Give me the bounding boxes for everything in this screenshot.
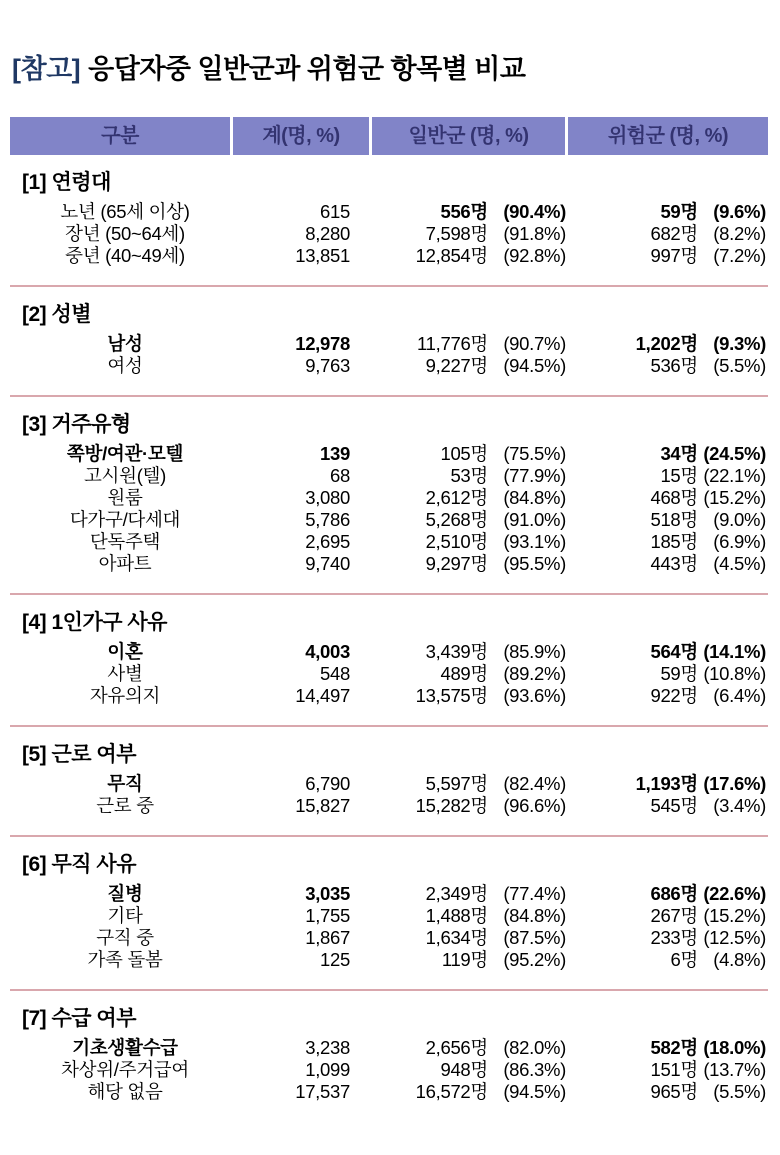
total-value: 68 <box>330 465 350 486</box>
risk-group-count: 1,202명 <box>635 333 698 354</box>
section <box>10 302 768 377</box>
general-group-count: 5,268명 <box>425 509 488 530</box>
page-title-tag: [참고] <box>12 54 81 84</box>
row-label: 기초생활수급 <box>72 1037 178 1058</box>
total-value: 2,695 <box>305 531 350 552</box>
risk-group-percent: (5.5%) <box>713 355 766 376</box>
general-group-percent: (87.5%) <box>503 927 566 948</box>
row-label: 원룸 <box>107 487 143 508</box>
table-row <box>10 223 768 245</box>
general-group-count: 119명 <box>441 949 488 970</box>
general-group-percent: (82.0%) <box>503 1037 566 1058</box>
column-header-general-group: 일반군 (명, %) <box>372 117 565 155</box>
total-value: 125 <box>320 949 350 970</box>
risk-group-count: 965명 <box>650 1081 698 1102</box>
general-group-percent: (93.6%) <box>503 685 566 706</box>
risk-group-count: 1,193명 <box>635 773 698 794</box>
general-group-percent: (91.8%) <box>503 223 566 244</box>
total-value: 1,755 <box>305 905 350 926</box>
risk-group-percent: (24.5%) <box>703 443 766 464</box>
section <box>10 1006 768 1103</box>
risk-group-percent: (5.5%) <box>713 1081 766 1102</box>
general-group-percent: (93.1%) <box>503 531 566 552</box>
risk-group-count: 267명 <box>650 905 698 926</box>
section-divider <box>10 285 768 287</box>
total-value: 139 <box>320 443 350 464</box>
table-row <box>10 773 768 795</box>
row-label: 노년 (65세 이상) <box>60 201 190 222</box>
total-value: 3,035 <box>305 883 350 904</box>
section <box>10 852 768 971</box>
risk-group-percent: (6.9%) <box>713 531 766 552</box>
general-group-percent: (94.5%) <box>503 1081 566 1102</box>
general-group-percent: (95.2%) <box>503 949 566 970</box>
general-group-count: 1,488명 <box>425 905 488 926</box>
column-header-risk-group: 위험군 (명, %) <box>568 117 768 155</box>
risk-group-count: 151명 <box>650 1059 698 1080</box>
risk-group-count: 185명 <box>650 531 698 552</box>
table-row <box>10 465 768 487</box>
section-title: [2] 성별 <box>22 303 92 326</box>
table-row <box>10 949 768 971</box>
table-row <box>10 1037 768 1059</box>
risk-group-count: 443명 <box>650 553 698 574</box>
total-value: 13,851 <box>295 245 350 266</box>
general-group-count: 2,510명 <box>425 531 488 552</box>
general-group-percent: (84.8%) <box>503 905 566 926</box>
general-group-count: 489명 <box>440 663 488 684</box>
column-header-category: 구분 <box>10 117 230 155</box>
risk-group-count: 922명 <box>650 685 698 706</box>
total-value: 3,080 <box>305 487 350 508</box>
page-title <box>12 50 780 88</box>
risk-group-count: 59명 <box>660 201 698 222</box>
risk-group-percent: (13.7%) <box>703 1059 766 1080</box>
risk-group-percent: (22.1%) <box>703 465 766 486</box>
general-group-count: 1,634명 <box>425 927 488 948</box>
table-row <box>10 531 768 553</box>
risk-group-count: 564명 <box>650 641 698 662</box>
total-value: 8,280 <box>305 223 350 244</box>
risk-group-count: 582명 <box>650 1037 698 1058</box>
total-value: 3,238 <box>305 1037 350 1058</box>
table-row <box>10 487 768 509</box>
row-label: 사별 <box>107 663 143 684</box>
total-value: 1,099 <box>305 1059 350 1080</box>
table-row <box>10 355 768 377</box>
general-group-percent: (85.9%) <box>503 641 566 662</box>
general-group-count: 948명 <box>440 1059 488 1080</box>
risk-group-percent: (18.0%) <box>703 1037 766 1058</box>
row-label: 쪽방/여관·모텔 <box>66 443 184 464</box>
row-label: 무직 <box>107 773 143 794</box>
total-value: 9,763 <box>305 355 350 376</box>
table-row <box>10 201 768 223</box>
general-group-percent: (96.6%) <box>503 795 566 816</box>
risk-group-count: 468명 <box>650 487 698 508</box>
table-row <box>10 245 768 267</box>
risk-group-count: 686명 <box>650 883 698 904</box>
risk-group-count: 233명 <box>650 927 698 948</box>
risk-group-percent: (3.4%) <box>713 795 766 816</box>
risk-group-percent: (15.2%) <box>703 487 766 508</box>
section <box>10 742 768 817</box>
table-row <box>10 663 768 685</box>
table-row <box>10 641 768 663</box>
table-row <box>10 883 768 905</box>
risk-group-percent: (12.5%) <box>703 927 766 948</box>
section-divider <box>10 395 768 397</box>
risk-group-percent: (14.1%) <box>703 641 766 662</box>
row-label: 중년 (40~49세) <box>65 245 185 266</box>
section <box>10 610 768 707</box>
risk-group-count: 545명 <box>650 795 698 816</box>
row-label: 자유의지 <box>89 685 161 706</box>
general-group-count: 53명 <box>450 465 488 486</box>
total-value: 5,786 <box>305 509 350 530</box>
general-group-count: 13,575명 <box>415 685 488 706</box>
section-title: [7] 수급 여부 <box>22 1007 136 1030</box>
risk-group-percent: (6.4%) <box>713 685 766 706</box>
risk-group-count: 682명 <box>650 223 698 244</box>
section-title: [3] 거주유형 <box>22 413 131 436</box>
total-value: 4,003 <box>305 641 350 662</box>
general-group-count: 2,612명 <box>425 487 488 508</box>
general-group-percent: (84.8%) <box>503 487 566 508</box>
general-group-count: 105명 <box>440 443 488 464</box>
row-label: 해당 없음 <box>87 1081 163 1102</box>
general-group-percent: (91.0%) <box>503 509 566 530</box>
section-title: [6] 무직 사유 <box>22 853 136 876</box>
general-group-percent: (95.5%) <box>503 553 566 574</box>
section-divider <box>10 725 768 727</box>
risk-group-percent: (9.0%) <box>713 509 766 530</box>
table-row <box>10 1081 768 1103</box>
total-value: 12,978 <box>295 333 350 354</box>
general-group-percent: (77.4%) <box>503 883 566 904</box>
general-group-percent: (82.4%) <box>503 773 566 794</box>
risk-group-percent: (7.2%) <box>713 245 766 266</box>
general-group-count: 5,597명 <box>425 773 488 794</box>
general-group-count: 9,297명 <box>425 553 488 574</box>
sections <box>10 170 768 1103</box>
general-group-count: 15,282명 <box>415 795 488 816</box>
risk-group-count: 536명 <box>650 355 698 376</box>
risk-group-percent: (10.8%) <box>703 663 766 684</box>
total-value: 9,740 <box>305 553 350 574</box>
risk-group-count: 59명 <box>660 663 698 684</box>
section-title: [5] 근로 여부 <box>22 743 136 766</box>
risk-group-percent: (22.6%) <box>703 883 766 904</box>
risk-group-count: 34명 <box>660 443 698 464</box>
page-title-text: 응답자중 일반군과 위험군 항목별 비교 <box>88 54 526 84</box>
section <box>10 412 768 575</box>
row-label: 단독주택 <box>89 531 161 552</box>
section <box>10 170 768 267</box>
total-value: 1,867 <box>305 927 350 948</box>
section-divider <box>10 989 768 991</box>
table-row <box>10 795 768 817</box>
row-label: 구직 중 <box>96 927 154 948</box>
risk-group-count: 518명 <box>650 509 698 530</box>
risk-group-percent: (9.3%) <box>713 333 766 354</box>
general-group-count: 9,227명 <box>425 355 488 376</box>
row-label: 고시원(텔) <box>83 465 166 486</box>
risk-group-percent: (4.5%) <box>713 553 766 574</box>
general-group-count: 556명 <box>440 201 488 222</box>
general-group-percent: (94.5%) <box>503 355 566 376</box>
row-label: 이혼 <box>107 641 143 662</box>
section-divider <box>10 593 768 595</box>
column-header-total: 계(명, %) <box>233 117 369 155</box>
total-value: 17,537 <box>295 1081 350 1102</box>
general-group-percent: (89.2%) <box>503 663 566 684</box>
general-group-percent: (75.5%) <box>503 443 566 464</box>
general-group-percent: (90.4%) <box>503 201 566 222</box>
row-label: 아파트 <box>98 553 152 574</box>
total-value: 15,827 <box>295 795 350 816</box>
risk-group-percent: (8.2%) <box>713 223 766 244</box>
risk-group-count: 15명 <box>660 465 698 486</box>
row-label: 여성 <box>107 355 143 376</box>
general-group-count: 11,776명 <box>417 333 488 354</box>
general-group-count: 12,854명 <box>415 245 488 266</box>
section-divider <box>10 835 768 837</box>
general-group-percent: (92.8%) <box>503 245 566 266</box>
row-label: 가족 돌봄 <box>87 949 163 970</box>
total-value: 615 <box>320 201 350 222</box>
total-value: 6,790 <box>305 773 350 794</box>
general-group-count: 3,439명 <box>425 641 488 662</box>
total-value: 14,497 <box>295 685 350 706</box>
section-title: [1] 연령대 <box>22 171 111 194</box>
row-label: 질병 <box>107 883 143 904</box>
table-row <box>10 685 768 707</box>
table-row <box>10 443 768 465</box>
general-group-percent: (77.9%) <box>503 465 566 486</box>
general-group-percent: (86.3%) <box>503 1059 566 1080</box>
table-header-row <box>10 117 768 155</box>
table-row <box>10 509 768 531</box>
risk-group-percent: (9.6%) <box>713 201 766 222</box>
table-row <box>10 333 768 355</box>
risk-group-percent: (15.2%) <box>703 905 766 926</box>
risk-group-count: 6명 <box>670 949 698 970</box>
table-row <box>10 927 768 949</box>
general-group-count: 2,349명 <box>425 883 488 904</box>
table-row <box>10 553 768 575</box>
general-group-count: 2,656명 <box>425 1037 488 1058</box>
table-row <box>10 905 768 927</box>
row-label: 장년 (50~64세) <box>65 223 185 244</box>
general-group-count: 16,572명 <box>415 1081 488 1102</box>
section-title: [4] 1인가구 사유 <box>22 611 167 634</box>
row-label: 차상위/주거급여 <box>61 1059 189 1080</box>
risk-group-percent: (17.6%) <box>703 773 766 794</box>
table-row <box>10 1059 768 1081</box>
row-label: 다가구/다세대 <box>69 509 181 530</box>
row-label: 기타 <box>107 905 143 926</box>
general-group-percent: (90.7%) <box>503 333 566 354</box>
risk-group-count: 997명 <box>650 245 698 266</box>
row-label: 남성 <box>107 333 143 354</box>
comparison-table <box>10 117 768 1103</box>
general-group-count: 7,598명 <box>425 223 488 244</box>
total-value: 548 <box>320 663 350 684</box>
risk-group-percent: (4.8%) <box>713 949 766 970</box>
row-label: 근로 중 <box>96 795 154 816</box>
